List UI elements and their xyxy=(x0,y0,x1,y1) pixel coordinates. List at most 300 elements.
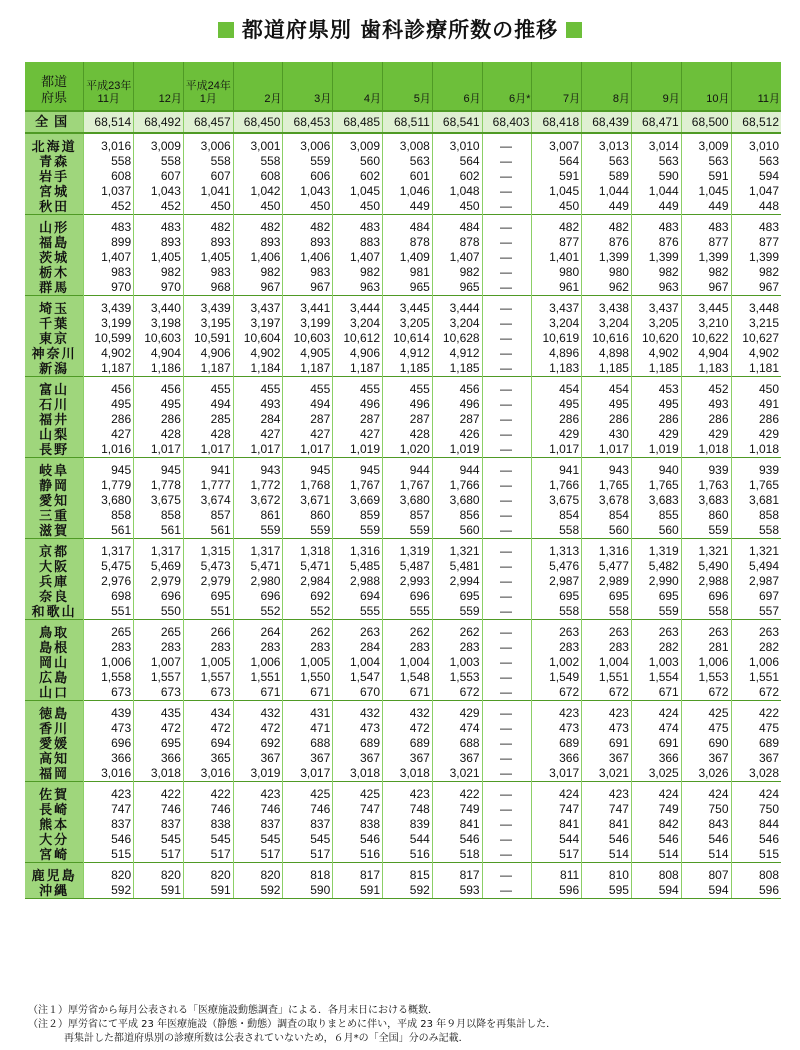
count-cell: 560 xyxy=(631,523,681,539)
count-cell: 1,772 xyxy=(233,478,283,493)
pref-name: 千葉 xyxy=(25,316,84,331)
count-cell: 1,766 xyxy=(532,478,582,493)
count-cell: 422 xyxy=(432,782,482,803)
count-cell: 1,019 xyxy=(432,442,482,458)
count-cell: 841 xyxy=(432,817,482,832)
count-cell: 263 xyxy=(731,620,781,641)
count-cell: 563 xyxy=(681,154,731,169)
count-cell: 2,979 xyxy=(134,574,184,589)
count-cell: 820 xyxy=(84,863,134,884)
count-cell: 2,987 xyxy=(532,574,582,589)
count-cell: 3,440 xyxy=(134,296,184,317)
count-cell: 555 xyxy=(383,604,433,620)
count-cell: — xyxy=(482,620,532,641)
count-cell: 1,186 xyxy=(134,361,184,377)
count-cell: 1,316 xyxy=(333,539,383,560)
count-cell: 10,619 xyxy=(532,331,582,346)
pref-name: 全国 xyxy=(25,111,84,133)
count-cell: 3,683 xyxy=(631,493,681,508)
count-cell: 473 xyxy=(532,721,582,736)
count-cell: 5,485 xyxy=(333,559,383,574)
count-cell: 427 xyxy=(283,427,333,442)
count-cell: 1,020 xyxy=(383,442,433,458)
count-cell: 495 xyxy=(134,397,184,412)
count-cell: 1,765 xyxy=(731,478,781,493)
pref-name: 群馬 xyxy=(25,280,84,296)
count-cell: 283 xyxy=(233,640,283,655)
total-row xyxy=(25,111,781,133)
count-cell: 472 xyxy=(233,721,283,736)
count-cell: 473 xyxy=(333,721,383,736)
count-cell: 607 xyxy=(183,169,233,184)
count-cell: 3,007 xyxy=(532,133,582,154)
count-cell: 2,993 xyxy=(383,574,433,589)
count-cell: 514 xyxy=(681,847,731,863)
count-cell: 694 xyxy=(333,589,383,604)
table-row xyxy=(25,604,781,620)
count-cell: 283 xyxy=(84,640,134,655)
count-cell: 456 xyxy=(432,377,482,398)
count-cell: 1,765 xyxy=(582,478,632,493)
count-cell: 1,763 xyxy=(681,478,731,493)
count-cell: 3,199 xyxy=(84,316,134,331)
count-cell: 423 xyxy=(532,701,582,722)
count-cell: 690 xyxy=(681,736,731,751)
header-month: 10月 xyxy=(681,62,731,111)
count-cell: 425 xyxy=(681,701,731,722)
count-cell: 818 xyxy=(283,863,333,884)
count-cell: 3,006 xyxy=(283,133,333,154)
count-cell: 1,004 xyxy=(582,655,632,670)
table-row xyxy=(25,670,781,685)
header-month: 9月 xyxy=(631,62,681,111)
count-cell: 450 xyxy=(333,199,383,215)
count-cell: 286 xyxy=(134,412,184,427)
pref-name: 鳥取 xyxy=(25,620,84,641)
count-cell: — xyxy=(482,235,532,250)
count-cell: 4,902 xyxy=(233,346,283,361)
count-cell: 367 xyxy=(432,751,482,766)
pref-name: 岩手 xyxy=(25,169,84,184)
header-pref: 都道 府県 xyxy=(25,62,84,111)
count-cell: 284 xyxy=(233,412,283,427)
pref-name: 山梨 xyxy=(25,427,84,442)
count-cell: 689 xyxy=(333,736,383,751)
count-cell: 3,675 xyxy=(134,493,184,508)
count-cell: 429 xyxy=(532,427,582,442)
count-cell: 3,010 xyxy=(731,133,781,154)
count-cell: 1,553 xyxy=(681,670,731,685)
count-cell: 963 xyxy=(631,280,681,296)
pref-name: 石川 xyxy=(25,397,84,412)
count-cell: 558 xyxy=(134,154,184,169)
count-cell: 456 xyxy=(134,377,184,398)
count-cell: 546 xyxy=(333,832,383,847)
count-cell: 1,185 xyxy=(383,361,433,377)
count-cell: 558 xyxy=(532,604,582,620)
count-cell: 282 xyxy=(631,640,681,655)
count-cell: 1,007 xyxy=(134,655,184,670)
count-cell: 963 xyxy=(333,280,383,296)
count-cell: 423 xyxy=(383,782,433,803)
count-cell: 4,906 xyxy=(183,346,233,361)
count-cell: 1,317 xyxy=(84,539,134,560)
count-cell: 1,019 xyxy=(631,442,681,458)
count-cell: 3,018 xyxy=(383,766,433,782)
table-header-row xyxy=(25,62,781,111)
count-cell: 367 xyxy=(283,751,333,766)
count-cell: 561 xyxy=(183,523,233,539)
count-cell: — xyxy=(482,701,532,722)
count-cell: 3,199 xyxy=(283,316,333,331)
count-cell: 747 xyxy=(532,802,582,817)
count-cell: 746 xyxy=(134,802,184,817)
count-cell: 517 xyxy=(532,847,582,863)
dental-clinic-table xyxy=(25,62,781,899)
count-cell: 596 xyxy=(532,883,582,899)
count-cell: 858 xyxy=(84,508,134,523)
count-cell: 3,016 xyxy=(84,766,134,782)
table-row xyxy=(25,751,781,766)
count-cell: 691 xyxy=(631,736,681,751)
count-cell: 2,979 xyxy=(183,574,233,589)
count-cell: 594 xyxy=(631,883,681,899)
header-month: 平成24年 1月 xyxy=(183,62,233,111)
count-cell: 452 xyxy=(134,199,184,215)
count-cell: 3,437 xyxy=(631,296,681,317)
count-cell: 968 xyxy=(183,280,233,296)
count-cell: 1,765 xyxy=(631,478,681,493)
count-cell: 545 xyxy=(134,832,184,847)
count-cell: 1,550 xyxy=(283,670,333,685)
pref-name: 山形 xyxy=(25,215,84,236)
count-cell: 287 xyxy=(383,412,433,427)
count-cell: 429 xyxy=(432,701,482,722)
count-cell: 838 xyxy=(333,817,383,832)
count-cell: 4,896 xyxy=(532,346,582,361)
count-cell: 3,009 xyxy=(333,133,383,154)
count-cell: 545 xyxy=(233,832,283,847)
header-month: 平成23年 11月 xyxy=(84,62,134,111)
count-cell: 367 xyxy=(731,751,781,766)
count-cell: 559 xyxy=(631,604,681,620)
count-cell: 592 xyxy=(233,883,283,899)
count-cell: 5,471 xyxy=(283,559,333,574)
count-cell: 263 xyxy=(532,620,582,641)
pref-name: 神奈川 xyxy=(25,346,84,361)
count-cell: 265 xyxy=(84,620,134,641)
count-cell: 424 xyxy=(731,782,781,803)
count-cell: 429 xyxy=(681,427,731,442)
count-cell: 810 xyxy=(582,863,632,884)
count-cell: 1,017 xyxy=(233,442,283,458)
pref-name: 愛知 xyxy=(25,493,84,508)
count-cell: — xyxy=(482,736,532,751)
count-cell: 439 xyxy=(84,701,134,722)
count-cell: 10,612 xyxy=(333,331,383,346)
count-cell: 962 xyxy=(582,280,632,296)
count-cell: 750 xyxy=(681,802,731,817)
table-row xyxy=(25,589,781,604)
count-cell: 558 xyxy=(681,604,731,620)
count-cell: 286 xyxy=(84,412,134,427)
count-cell: 1,766 xyxy=(432,478,482,493)
count-cell: 817 xyxy=(432,863,482,884)
count-cell: 427 xyxy=(233,427,283,442)
count-cell: — xyxy=(482,280,532,296)
count-cell: 982 xyxy=(432,265,482,280)
count-cell: 482 xyxy=(233,215,283,236)
count-cell: 3,444 xyxy=(333,296,383,317)
count-cell: 68,457 xyxy=(183,111,233,133)
count-cell: 3,680 xyxy=(84,493,134,508)
count-cell: 982 xyxy=(233,265,283,280)
count-cell: 1,004 xyxy=(333,655,383,670)
count-cell: — xyxy=(482,296,532,317)
count-cell: 965 xyxy=(432,280,482,296)
count-cell: 1,399 xyxy=(731,250,781,265)
count-cell: 1,778 xyxy=(134,478,184,493)
count-cell: 68,418 xyxy=(532,111,582,133)
count-cell: 517 xyxy=(233,847,283,863)
count-cell: — xyxy=(482,539,532,560)
count-cell: — xyxy=(482,377,532,398)
count-cell: 3,683 xyxy=(681,493,731,508)
count-cell: 878 xyxy=(383,235,433,250)
table-row xyxy=(25,184,781,199)
count-cell: 262 xyxy=(432,620,482,641)
table-row xyxy=(25,316,781,331)
pref-name: 鹿児島 xyxy=(25,863,84,884)
count-cell: 283 xyxy=(432,640,482,655)
count-cell: 482 xyxy=(183,215,233,236)
pref-name: 京都 xyxy=(25,539,84,560)
count-cell: 287 xyxy=(283,412,333,427)
count-cell: 68,500 xyxy=(681,111,731,133)
table-row xyxy=(25,235,781,250)
count-cell: 608 xyxy=(233,169,283,184)
count-cell: 482 xyxy=(582,215,632,236)
count-cell: 3,215 xyxy=(731,316,781,331)
count-cell: 1,183 xyxy=(532,361,582,377)
count-cell: 496 xyxy=(383,397,433,412)
table-row xyxy=(25,458,781,479)
count-cell: 893 xyxy=(233,235,283,250)
count-cell: 550 xyxy=(134,604,184,620)
table-row xyxy=(25,169,781,184)
count-cell: 449 xyxy=(631,199,681,215)
pref-name: 島根 xyxy=(25,640,84,655)
count-cell: 495 xyxy=(84,397,134,412)
count-cell: — xyxy=(482,574,532,589)
header-month: 11月 xyxy=(731,62,781,111)
count-cell: 283 xyxy=(134,640,184,655)
count-cell: 1,019 xyxy=(333,442,383,458)
count-cell: 3,672 xyxy=(233,493,283,508)
table-row xyxy=(25,397,781,412)
count-cell: 517 xyxy=(183,847,233,863)
count-cell: 1,006 xyxy=(731,655,781,670)
count-cell: 837 xyxy=(283,817,333,832)
count-cell: 1,187 xyxy=(183,361,233,377)
count-cell: 455 xyxy=(283,377,333,398)
count-cell: 10,620 xyxy=(631,331,681,346)
count-cell: 429 xyxy=(631,427,681,442)
count-cell: 696 xyxy=(233,589,283,604)
count-cell: 594 xyxy=(681,883,731,899)
count-cell: 3,204 xyxy=(432,316,482,331)
count-cell: 515 xyxy=(84,847,134,863)
table-row xyxy=(25,442,781,458)
count-cell: 282 xyxy=(731,640,781,655)
table-row xyxy=(25,493,781,508)
count-cell: 494 xyxy=(283,397,333,412)
count-cell: 5,494 xyxy=(731,559,781,574)
count-cell: 807 xyxy=(681,863,731,884)
count-cell: 3,014 xyxy=(631,133,681,154)
count-cell: 559 xyxy=(283,523,333,539)
count-cell: 68,514 xyxy=(84,111,134,133)
count-cell: 68,453 xyxy=(283,111,333,133)
count-cell: 425 xyxy=(283,782,333,803)
count-cell: 68,471 xyxy=(631,111,681,133)
count-cell: 1,558 xyxy=(84,670,134,685)
count-cell: 2,988 xyxy=(333,574,383,589)
table-row xyxy=(25,361,781,377)
count-cell: 673 xyxy=(134,685,184,701)
count-cell: 3,444 xyxy=(432,296,482,317)
count-cell: 1,048 xyxy=(432,184,482,199)
count-cell: 1,553 xyxy=(432,670,482,685)
pref-name: 佐賀 xyxy=(25,782,84,803)
count-cell: 474 xyxy=(432,721,482,736)
count-cell: 970 xyxy=(84,280,134,296)
count-cell: 546 xyxy=(631,832,681,847)
count-cell: 365 xyxy=(183,751,233,766)
count-cell: 837 xyxy=(233,817,283,832)
count-cell: 263 xyxy=(681,620,731,641)
table-row xyxy=(25,199,781,215)
count-cell: 448 xyxy=(731,199,781,215)
count-cell: 560 xyxy=(432,523,482,539)
count-cell: 855 xyxy=(631,508,681,523)
count-cell: 545 xyxy=(283,832,333,847)
count-cell: 982 xyxy=(134,265,184,280)
count-cell: 817 xyxy=(333,863,383,884)
table-row xyxy=(25,559,781,574)
count-cell: — xyxy=(482,817,532,832)
count-cell: 283 xyxy=(283,640,333,655)
count-cell: — xyxy=(482,670,532,685)
count-cell: 3,675 xyxy=(532,493,582,508)
count-cell: 944 xyxy=(432,458,482,479)
count-cell: 4,902 xyxy=(731,346,781,361)
count-cell: 366 xyxy=(532,751,582,766)
count-cell: 3,013 xyxy=(582,133,632,154)
footnote-2-cont: 再集計した都道府県別の診療所数は公表されていないため，６月*の「全国」分のみ記載． xyxy=(64,1033,469,1044)
pref-name: 埼玉 xyxy=(25,296,84,317)
count-cell: 1,768 xyxy=(283,478,333,493)
count-cell: 449 xyxy=(582,199,632,215)
count-cell: 589 xyxy=(582,169,632,184)
count-cell: 3,210 xyxy=(681,316,731,331)
pref-name: 宮城 xyxy=(25,184,84,199)
pref-name: 秋田 xyxy=(25,199,84,215)
count-cell: 943 xyxy=(582,458,632,479)
count-cell: 672 xyxy=(432,685,482,701)
pref-name: 福井 xyxy=(25,412,84,427)
count-cell: 1,018 xyxy=(681,442,731,458)
count-cell: 493 xyxy=(681,397,731,412)
header-month: 4月 xyxy=(333,62,383,111)
count-cell: 694 xyxy=(183,736,233,751)
count-cell: 1,045 xyxy=(532,184,582,199)
count-cell: 423 xyxy=(582,782,632,803)
count-cell: 546 xyxy=(582,832,632,847)
count-cell: 811 xyxy=(532,863,582,884)
count-cell: 672 xyxy=(532,685,582,701)
count-cell: 427 xyxy=(84,427,134,442)
count-cell: 432 xyxy=(333,701,383,722)
count-cell: — xyxy=(482,184,532,199)
count-cell: 450 xyxy=(532,199,582,215)
count-cell: 454 xyxy=(582,377,632,398)
count-cell: 697 xyxy=(731,589,781,604)
count-cell: 2,980 xyxy=(233,574,283,589)
count-cell: 748 xyxy=(383,802,433,817)
footnote-1: （注１）厚労省から毎月公表される「医療施設動態調査」による．各月末日における概数． xyxy=(28,1005,438,1016)
pref-name: 北海道 xyxy=(25,133,84,154)
pref-name: 大分 xyxy=(25,832,84,847)
count-cell: 483 xyxy=(134,215,184,236)
count-cell: 544 xyxy=(532,832,582,847)
count-cell: 281 xyxy=(681,640,731,655)
table-row xyxy=(25,215,781,236)
count-cell: 3,445 xyxy=(383,296,433,317)
count-cell: 563 xyxy=(383,154,433,169)
table-row xyxy=(25,478,781,493)
count-cell: — xyxy=(482,655,532,670)
count-cell: — xyxy=(482,331,532,346)
count-cell: 815 xyxy=(383,863,433,884)
count-cell: 5,477 xyxy=(582,559,632,574)
count-cell: 266 xyxy=(183,620,233,641)
count-cell: 450 xyxy=(731,377,781,398)
count-cell: 982 xyxy=(631,265,681,280)
count-cell: 424 xyxy=(631,701,681,722)
count-cell: 1,316 xyxy=(582,539,632,560)
count-cell: 456 xyxy=(84,377,134,398)
count-cell: 455 xyxy=(183,377,233,398)
count-cell: 3,026 xyxy=(681,766,731,782)
count-cell: 696 xyxy=(84,736,134,751)
count-cell: 10,591 xyxy=(183,331,233,346)
count-cell: 474 xyxy=(631,721,681,736)
count-cell: — xyxy=(482,883,532,899)
count-cell: 1,551 xyxy=(582,670,632,685)
table-row xyxy=(25,296,781,317)
count-cell: 449 xyxy=(383,199,433,215)
count-cell: 1,004 xyxy=(383,655,433,670)
count-cell: 3,010 xyxy=(432,133,482,154)
count-cell: 939 xyxy=(731,458,781,479)
count-cell: 473 xyxy=(582,721,632,736)
header-month: 3月 xyxy=(283,62,333,111)
count-cell: 856 xyxy=(432,508,482,523)
count-cell: 944 xyxy=(383,458,433,479)
table-row xyxy=(25,817,781,832)
count-cell: 484 xyxy=(432,215,482,236)
